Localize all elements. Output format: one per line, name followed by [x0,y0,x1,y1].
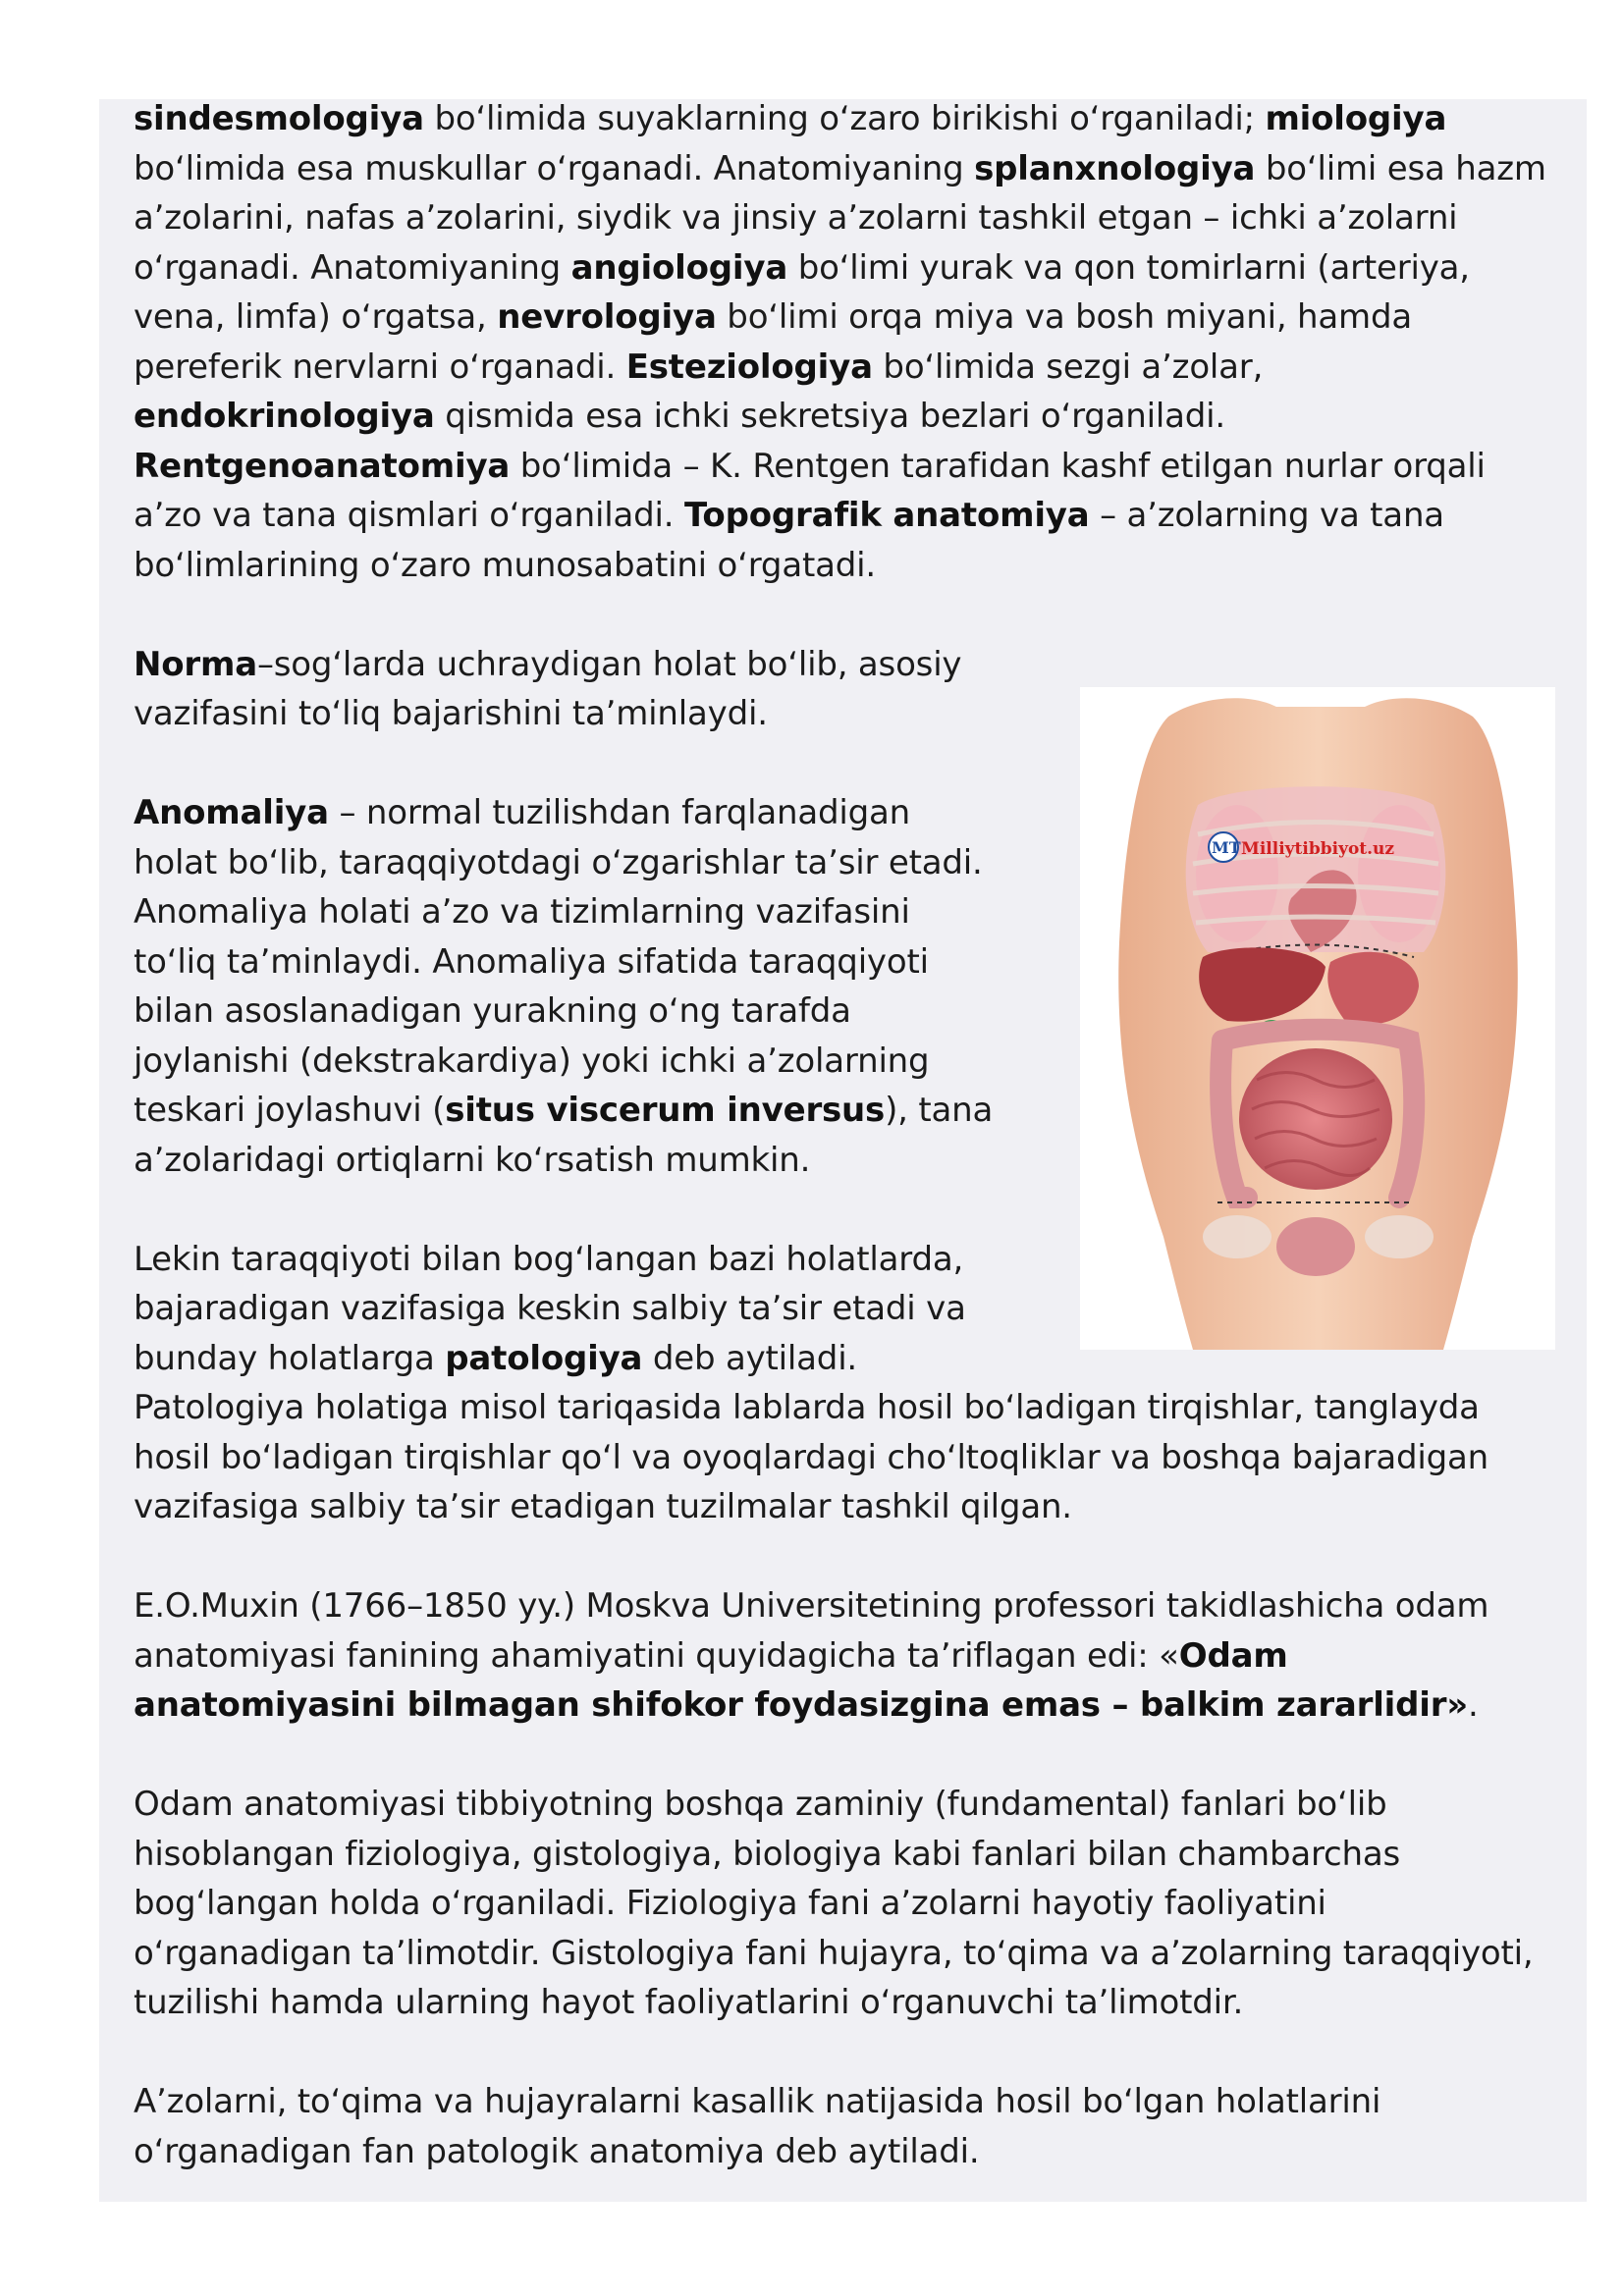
pelvic-bone-right [1365,1215,1434,1258]
paragraph-anatomy-branches: sindesmologiya bo‘limida suyaklarning o‘zaro birikishi o‘rganiladi; miologiya bo‘limida esa muskullar o‘rganadi. Anatomiyaning splanxnologiya bo‘limi esa hazm a’zolarini, nafas a’zolarini, siydik va jinsiy a’zolarni tashkil etgan – ichki a’zolarni o‘rganadi. Anatomiyaning angiologiya bo‘limi yurak va qon tomirlarni (arteriya, vena, limfa) o‘rgatsa, nevrologiya bo‘limi orqa miya va bosh miyani, hamda pereferik nervlarni o‘rganadi. Esteziologiya bo‘limida sezgi a’zolar, endokrinologiya qismida esa ichki sekretsiya bezlari o‘rganiladi. Rentgenoanatomiya bo‘limida – K. Rentgen tarafidan kashf etilgan nurlar orqali a’zo va tana qismlari o‘rganiladi. Topografik anatomiya – a’zolarning va tana bo‘limlarining o‘zaro munosabatini o‘rgatadi. [134,99,1546,585]
paragraph-related-sciences: Odam anatomiyasi tibbiyotning boshqa zaminiy (fundamental) fanlari bo‘lib hisoblangan fiziologiya, gistologiya, biologiya kabi fanlari bilan chambarchas bog‘langan holda o‘rganiladi. Fiziologiya fani a’zolarni hayotiy faoliyatini o‘rganadigan ta’limotdir. Gistologiya fani hujayra, to‘qima va a’zolarning taraqqiyoti, tuzilishi hamda ularning hayot faoliyatlarini o‘rganuvchi ta’limotdir. [134,1785,1534,2022]
pelvic-bone-left [1203,1215,1271,1258]
anatomy-illustration [1080,687,1555,1350]
paragraph-norma: Norma–sog‘larda uchraydigan holat bo‘lib, asosiy vazifasini to‘liq bajarishini ta’minlaydi. [134,644,962,733]
paragraph-muxin-quote: E.O.Muxin (1766–1850 yy.) Moskva Universitetining professori takidlashicha odam anatomiyasi fanining ahamiyatini quyidagicha ta’riflagan edi: «Odam anatomiyasini bilmagan shifokor foydasizgina emas – balkim zararlidir». [134,1586,1489,1725]
paragraph-anomaliya: Anomaliya – normal tuzilishdan farqlanadigan holat bo‘lib, taraqqiyotdagi o‘zgarishlar ta’sir etadi. Anomaliya holati a’zo va tizimlarning vazifasini to‘liq ta’minlaydi. Anomaliya sifatida taraqqiyoti bilan asoslanadigan yurakning o‘ng tarafda joylanishi (dekstrakardiya) yoki ichki a’zolarning teskari joylashuvi (situs viscerum inversus), tana a’zolaridagi ortiqlarni ko‘rsatish mumkin. [134,793,994,1180]
paragraph-pathological-anatomy: A’zolarni, to‘qima va hujayralarni kasallik natijasida hosil bo‘lgan holatlarini o‘rganadigan fan patologik anatomiya deb aytiladi. [134,2082,1381,2171]
paragraph-patologiya-examples: Patologiya holatiga misol tariqasida lablarda hosil bo‘ladigan tirqishlar, tanglayda hosil bo‘ladigan tirqishlar qo‘l va oyoqlardagi cho‘ltoqliklar va boshqa bajaradigan vazifasiga salbiy ta’sir etadigan tuzilmalar tashkil qilgan. [134,1388,1488,1526]
paragraph-patologiya: Lekin taraqqiyoti bilan bog‘langan bazi holatlarda, bajaradigan vazifasiga keskin salbiy ta’sir etadi va bunday holatlarga patologiya deb aytiladi. [134,1239,966,1378]
svg-text:MT: MT [1212,838,1241,857]
svg-text:Milliytibbiyot.uz: Milliytibbiyot.uz [1241,839,1395,859]
bladder [1276,1217,1355,1276]
